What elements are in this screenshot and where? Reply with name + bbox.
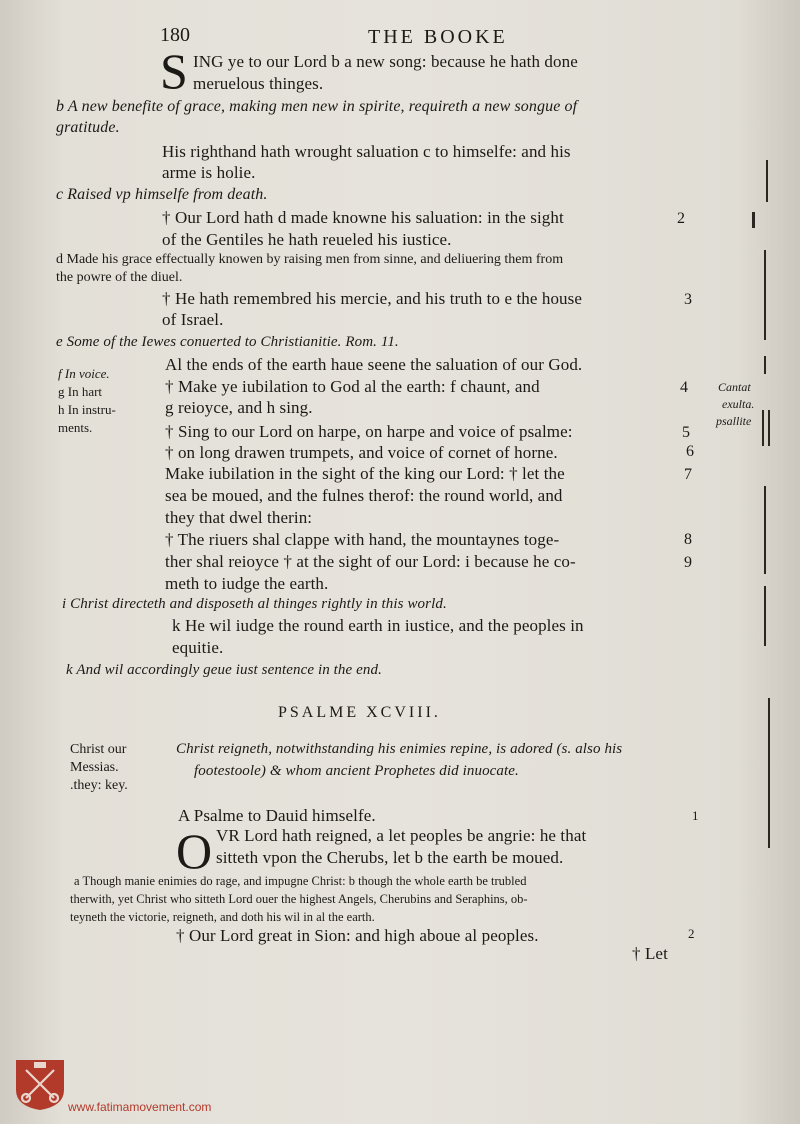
verse-6-line-2: Make iubilation in the sight of the king our Lord: † let the (165, 464, 565, 483)
verse-3-line-2: of Israel. (162, 310, 224, 329)
verse-number-3: 3 (684, 291, 692, 308)
psalm-argument-line-2: footestoole) & whom ancient Prophetes did inuocate. (194, 763, 519, 779)
margin-rule-9 (768, 698, 770, 848)
note-d-line-1: d Made his grace effectually knowen by raising men from sinne, and deliuering them from (56, 252, 564, 267)
margin-note-exulta: exulta. (722, 397, 755, 411)
note-b-line-2: gratitude. (56, 119, 120, 136)
verse-1-line-2: meruelous thinges. (193, 74, 324, 93)
verse-3-line-3: Al the ends of the earth haue seene the saluation of our God. (165, 355, 583, 374)
verse-number-2: 2 (677, 210, 685, 227)
verse-number-6: 6 (686, 443, 694, 460)
psalm-title: A Psalme to Dauid himselfe. (178, 806, 376, 825)
margin-note-f: f In voice. (58, 366, 110, 381)
psalm-98-verse-2: † Our Lord great in Sion: and high aboue al peoples. (176, 926, 539, 945)
note-e: e Some of the Iewes conuerted to Christianitie. Rom. 11. (56, 334, 399, 350)
psalm-98-verse-1-line-2: sitteth vpon the Cherubs, let b the earth be moued. (216, 848, 564, 867)
note-a-line-2: therwith, yet Christ who sitteth Lord ouer the highest Angels, Cherubins and Seraphins, ob- (70, 892, 528, 906)
margin-rule-4 (764, 356, 766, 374)
note-a-line-1: a Though manie enimies do rage, and impugne Christ: b though the whole earth be trubled (74, 874, 527, 888)
margin-note-psallite: psallite (716, 414, 752, 428)
verse-3-line-1: † He hath remembred his mercie, and his truth to e the house (162, 289, 583, 308)
catchword: † Let (632, 944, 668, 963)
verse-number-4: 4 (680, 379, 688, 396)
psalm-98-verse-1-line-1: VR Lord hath reigned, a let peoples be angrie: he that (216, 826, 587, 845)
psalm-heading: PSALME XCVIII. (278, 704, 441, 721)
verse-number-9: 9 (684, 554, 692, 571)
note-b-line-1: b A new benefite of grace, making men new in spirite, requireth a new songue of (56, 98, 578, 115)
margin-note-h: h In instru- (58, 402, 116, 417)
margin-rule-8 (764, 586, 766, 646)
margin-rule-7 (764, 486, 766, 574)
verse-4-line-1: † Make ye iubilation to God al the earth: f chaunt, and (165, 377, 540, 396)
margin-note-h-cont: ments. (58, 420, 93, 435)
margin-rule-3 (764, 250, 766, 340)
verse-9-line-2: k He wil iudge the round earth in iustice, and the peoples in (172, 616, 584, 635)
margin-key: .they: key. (70, 778, 128, 793)
verse-number-8: 8 (684, 531, 692, 548)
psalm-98-verse-number-2: 2 (688, 926, 695, 941)
verse-6: † on long drawen trumpets, and voice of cornet of horne. (165, 443, 558, 462)
drop-cap-o: O (176, 823, 213, 879)
margin-messias: Messias. (70, 760, 119, 775)
verse-9-line-1: meth to iudge the earth. (165, 574, 329, 593)
margin-rule-1 (766, 160, 768, 202)
verse-8-line-1: † The riuers shal clappe with hand, the mountaynes toge- (165, 530, 560, 549)
watermark-link[interactable]: www.fatimamovement.com (68, 1100, 212, 1114)
title-verse-number: 1 (692, 808, 699, 823)
margin-rule-6 (768, 410, 770, 446)
verse-2-line-2: of the Gentiles he hath reueled his iustice. (162, 230, 452, 249)
verse-7-line-1: sea be moued, and the fulnes therof: the round world, and (165, 486, 563, 505)
margin-rule-5 (762, 410, 764, 446)
psalm-argument-line-1: Christ reigneth, notwithstanding his enimies repine, is adored (s. also his (176, 741, 623, 757)
page-number: 180 (160, 24, 190, 46)
note-a-line-3: teyneth the victorie, reigneth, and doth his wil in al the earth. (70, 910, 375, 924)
note-d-line-2: the powre of the diuel. (56, 270, 183, 285)
verse-1-line-4: arme is holie. (162, 163, 256, 182)
note-i: i Christ directeth and disposeth al thinges rightly in this world. (62, 596, 447, 612)
verse-9-line-3: equitie. (172, 638, 224, 657)
verse-2-line-1: † Our Lord hath d made knowne his saluation: in the sight (162, 208, 564, 227)
verse-7-line-2: they that dwel therin: (165, 508, 313, 527)
verse-1-line-3: His righthand hath wrought saluation c to himselfe: and his (162, 142, 571, 161)
crossed-keys-logo-icon (12, 1056, 68, 1112)
margin-rule-2 (752, 212, 755, 228)
running-title: THE BOOKE (368, 26, 508, 48)
verse-number-7: 7 (684, 466, 692, 483)
note-c: c Raised vp himselfe from death. (56, 186, 268, 203)
verse-8-line-2: ther shal reioyce † at the sight of our Lord: i because he co- (165, 552, 576, 571)
verse-1-line-1: ING ye to our Lord b a new song: because he hath done (193, 52, 578, 71)
verse-4-line-2: g reioyce, and h sing. (165, 398, 313, 417)
verse-5: † Sing to our Lord on harpe, on harpe and voice of psalme: (165, 422, 573, 441)
drop-cap-s: S (160, 43, 188, 99)
margin-christ-our: Christ our (70, 742, 127, 757)
verse-number-5: 5 (682, 424, 690, 441)
margin-note-g: g In hart (58, 384, 103, 399)
note-k: k And wil accordingly geue iust sentence in the end. (66, 662, 382, 678)
margin-note-cantat: Cantat (718, 380, 751, 394)
